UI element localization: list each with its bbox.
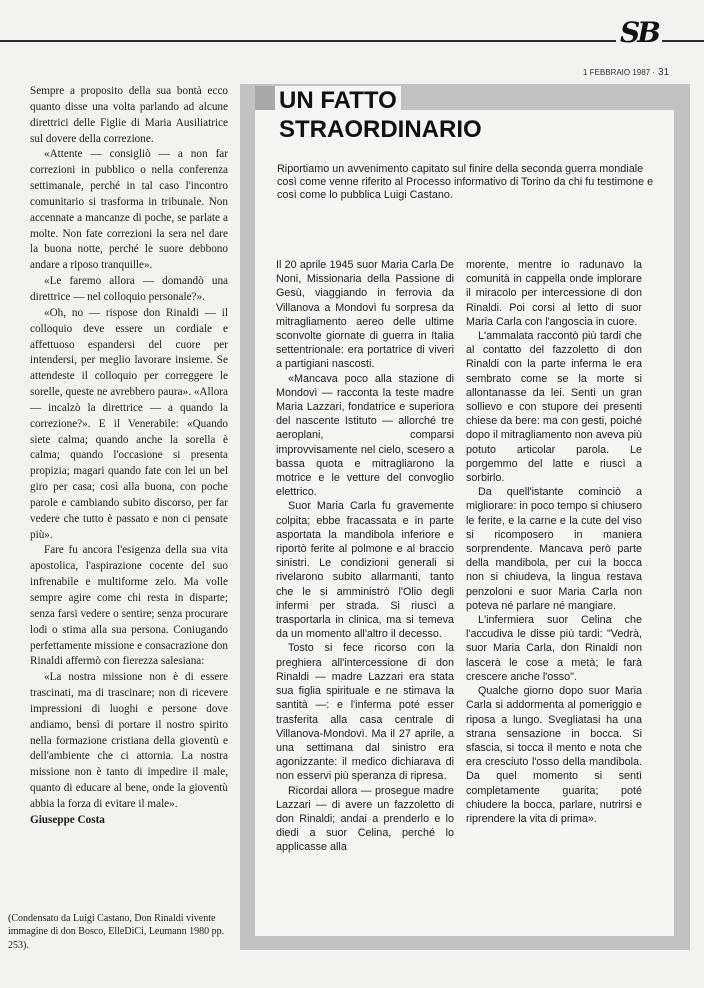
article-paragraph: L'infermiera suor Celina che l'accudiva le disse più tardi: "Vedrà, suor Maria Carla, don Rinaldi non lascerà le cose a metà; le farà crescere anche l'osso". <box>466 614 642 683</box>
article-paragraph: Da quell'istante cominciò a migliorare: in poco tempo si chiusero le ferite, e la carne e la cute del viso si ricomposero in maniera sorprendente. Mancava però parte della mandibola, per cui la bocca non si chiudeva, la lingua restava penzoloni e suor Maria Carla non poteva né parlare né mangiare. <box>466 486 642 612</box>
left-paragraph: «La nostra missione non è di essere trascinati, ma di trascinare; non di ricevere impressioni di luoghi e persone dove andiamo, bensì di portare il nostro spirito nella formazione cristiana della gioventù e dell'ambiente che ci attornia. La nostra missione non è tanto di impedire il male, quanto di educare al bene, onde la gioventù abbia la forza di evitare il male». <box>30 671 228 810</box>
article-paragraph: Il 20 aprile 1945 suor Maria Carla De Noni, Missionaria della Passione di Gesù, viaggiando in ferrovia da Villanova a Mondovì fu sorpresa da mitragliamento aereo delle ultime sconvolte giornate di guerra in Italia settentrionale: era portatrice di viveri a partigiani nascosti. <box>276 259 454 371</box>
article-paragraph: morente, mentre io radunavo la comunità in cappella onde implorare il miracolo per intercessione di don Rinaldi. Poi corsi al letto di suor Maria Carla con l'angoscia in cuore. <box>466 259 642 328</box>
title-marker <box>255 86 275 110</box>
magazine-logo: SB <box>616 16 662 49</box>
article-paragraph: Qualche giorno dopo suor Maria Carla si addormenta al pomeriggio e riposa a lungo. Svegliatasi ha una strana sensazione in bocca. Si sfascia, si tocca il mento e nota che era cresciuto l'osso della mandibola. Da quel momento si sentì completamente guarita; poté chiudere la bocca, parlare, nutrirsi e riprendere la vita di prima». <box>466 685 642 825</box>
left-column <box>30 84 228 829</box>
author-signature: Giuseppe Costa <box>30 813 105 826</box>
title-line: UN FATTO <box>275 86 401 115</box>
issue-date: 1 FEBBRAIO 1987 · <box>583 68 656 77</box>
article-paragraph: Ricordai allora — prosegue madre Lazzari — di avere un fazzoletto di don Rinaldi; andai a prenderlo e lo diedi a suor Celina, perché lo applicasse alla <box>276 784 454 854</box>
left-paragraph: «Attente — consigliò — a non far correzioni in pubblico o nella conferenza settimanale, perché in tal caso l'incontro comunitario si trasforma in tribunale. Non accennate a mancanze di poche, se parlate a molte. Non fate correzioni la sera nel dare la buona notte, perché le suore debbono andare a riposo tranquille». <box>30 148 228 272</box>
article-paragraph: Suor Maria Carla fu gravemente colpita; ebbe fracassata e in parte asportata la mandibola inferiore e riportò ferite al polmone e al braccio sinistri. Le condizioni generali si rivelarono subito allarmanti, tanto che le si amministrò l'Olio degli infermi per strada. Si riuscì a trasportarla in clinica, ma si temeva da un momento all'altro il decesso. <box>276 500 454 641</box>
article-paragraph: Tosto si fece ricorso con la preghiera all'intercessione di don Rinaldi — madre Lazzari era stata sua figlia spirituale e ne stimava la santità —: e l'inferma poté esser trasferita alla casa centrale di Villanova-Mondovì. Ma il 27 aprile, a una settimana dal sinistro era agonizzante: il medico dichiarava di non esservi più speranza di ripresa. <box>276 642 454 783</box>
header-rule <box>0 40 704 42</box>
article-column-2 <box>466 258 642 826</box>
left-paragraph: Fare fu ancora l'esigenza della sua vita apostolica, l'aspirazione cocente del suo infrenabile e multiforme zelo. Ma volle sempre agire come chi resta in disparte; senza farsi vedere o sentire; senza procurare lodi o stima alla sua persona. Coniugando perfettamente missione e consacrazione don Rinaldi affermò con fierezza salesiana: <box>30 544 228 668</box>
source-note: (Condensato da Luigi Castano, Don Rinaldi vivente immagine di don Bosco, ElleDiCi, Leumann 1980 pp. 253). <box>8 913 225 951</box>
page-dateline <box>583 67 669 78</box>
left-paragraph: Sempre a proposito della sua bontà ecco quanto disse una volta parlando ad alcune direttrici delle Figlie di Maria Ausiliatrice sul dovere della correzione. <box>30 85 228 145</box>
article-intro: Riportiamo un avvenimento capitato sul finire della seconda guerra mondiale così come venne riferito al Processo informativo di Torino da chi fu testimone e così come lo pubblica Luigi Castano. <box>277 163 654 201</box>
title-line: STRAORDINARIO <box>275 115 486 144</box>
page-number: 31 <box>658 67 670 78</box>
left-paragraph: «Oh, no — rispose don Rinaldi — il colloquio deve essere un cordiale e affettuoso espandersi del cuore per intendersi, per meglio lavorare insieme. Se attendeste il colloquio per correggere le sorelle, queste ne avrebbero paura». «Allora — incalzò la direttrice — a quando la correzione?». E il Venerabile: «Quando siete calma; quando anche la sorella è calma; quando l'occasione si presenta propizia; magari quando fate con lei un bel giro per casa; così alla buona, con poche parole e cambiando subito discorso, per far vedere che tutto è passato e non ci pensate più». <box>30 306 228 541</box>
left-paragraph: «Le faremo allora — domandò una direttrice — nel colloquio personale?». <box>30 275 228 303</box>
article-title <box>275 86 486 144</box>
article-column-1 <box>276 258 454 855</box>
article-paragraph: «Mancava poco alla stazione di Mondovì — racconta la teste madre Maria Lazzari, fondatrice e superiora del nascente Istituto — allorché tre aeroplani, comparsi improvvisamente nel cielo, scesero a bassa quota e mitragliarono la motrice e le vetture del convoglio elettrico. <box>276 372 454 499</box>
article-paragraph: L'ammalata raccontò più tardi che al contatto del fazzoletto di don Rinaldi con la parte inferma le era sembrato come se la morte si allontanasse da lei. Sentì un gran sollievo e con stupore dei presenti chiese da bere: ma con gesti, poiché dopo il mitragliamento non aveva più potuto articolar parola. Le porgemmo del latte e riuscì a sorbirlo. <box>466 330 642 485</box>
